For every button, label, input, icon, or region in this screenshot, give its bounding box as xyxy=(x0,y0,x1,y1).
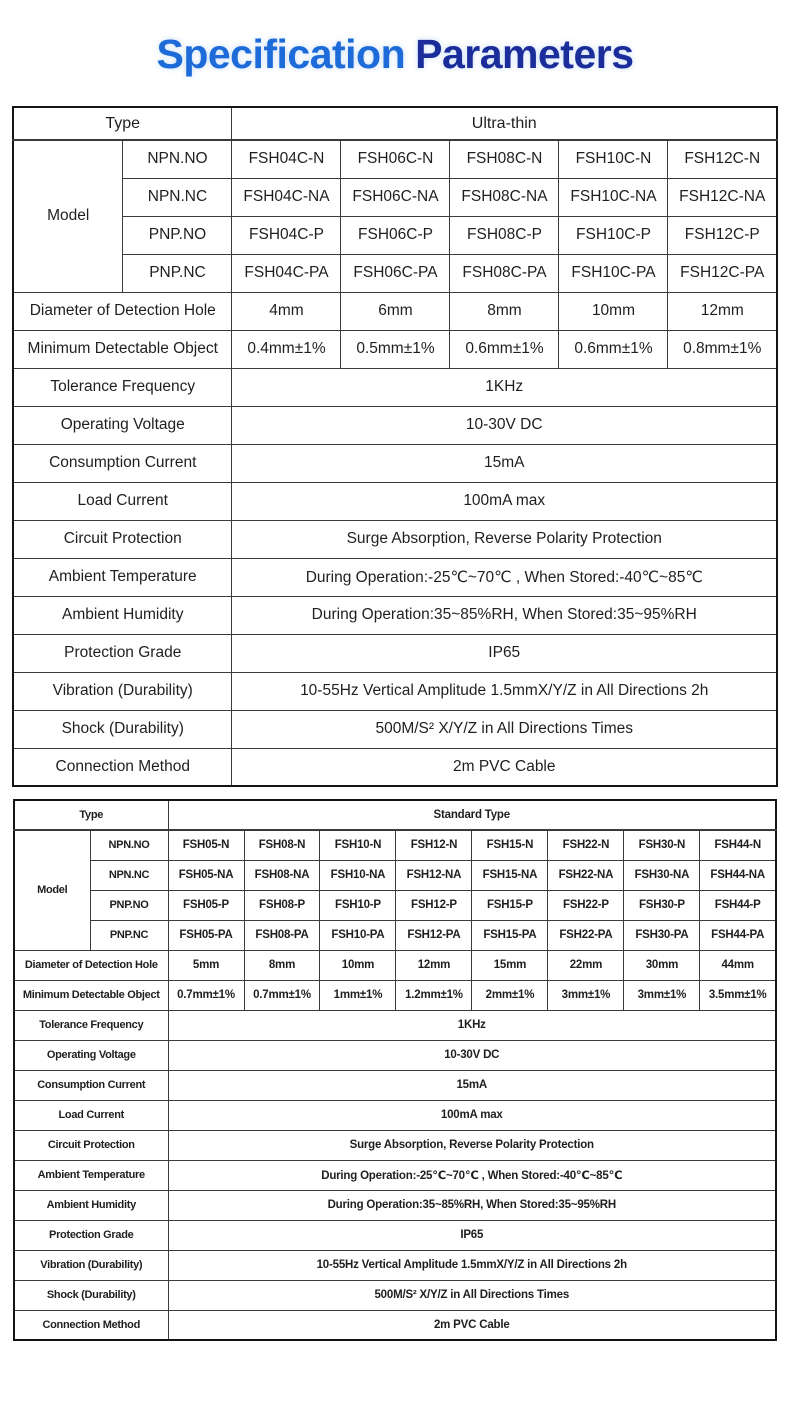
row-label-cell: Load Current xyxy=(14,1100,168,1130)
row-label-cell: Ambient Humidity xyxy=(14,1190,168,1220)
value-cell: FSH30-PA xyxy=(624,920,700,950)
value-cell: FSH05-P xyxy=(168,890,244,920)
value-cell: During Operation:-25℃~70℃ , When Stored:-40℃~85℃ xyxy=(232,558,777,596)
row-label-cell: Tolerance Frequency xyxy=(14,1010,168,1040)
table-row xyxy=(13,672,777,710)
row-label-cell: Tolerance Frequency xyxy=(13,368,232,406)
value-cell: FSH10-P xyxy=(320,890,396,920)
table-row xyxy=(14,1100,776,1130)
page-title-part1: Specification xyxy=(156,31,406,77)
value-cell: FSH08-PA xyxy=(244,920,320,950)
value-cell: 3.5mm±1% xyxy=(700,980,776,1010)
value-cell: 10mm xyxy=(320,950,396,980)
table-row xyxy=(14,950,776,980)
value-cell: 5mm xyxy=(168,950,244,980)
value-cell: FSH44-N xyxy=(700,830,776,860)
value-cell: During Operation:-25℃~70℃ , When Stored:-40℃~85℃ xyxy=(168,1160,776,1190)
ultra-thin-table-body xyxy=(13,107,777,786)
value-cell: IP65 xyxy=(168,1220,776,1250)
output-type-cell: NPN.NC xyxy=(90,860,168,890)
value-cell: FSH10-PA xyxy=(320,920,396,950)
value-cell: FSH08-N xyxy=(244,830,320,860)
value-cell: 4mm xyxy=(232,292,341,330)
table-row xyxy=(14,1310,776,1340)
value-cell: 500M/S² X/Y/Z in All Directions Times xyxy=(168,1280,776,1310)
table-row xyxy=(13,368,777,406)
table-row xyxy=(13,596,777,634)
value-cell: 44mm xyxy=(700,950,776,980)
table-row xyxy=(13,748,777,786)
output-type-cell: NPN.NO xyxy=(123,140,232,178)
value-cell: FSH12-P xyxy=(396,890,472,920)
table-row xyxy=(14,1220,776,1250)
value-cell: 10-30V DC xyxy=(168,1040,776,1070)
value-cell: FSH12C-P xyxy=(668,216,777,254)
table-row xyxy=(13,292,777,330)
value-cell: FSH10C-PA xyxy=(559,254,668,292)
value-cell: FSH06C-N xyxy=(341,140,450,178)
row-label-cell: Shock (Durability) xyxy=(14,1280,168,1310)
table-row xyxy=(13,558,777,596)
row-label-cell: Ambient Temperature xyxy=(14,1160,168,1190)
value-cell: FSH12-NA xyxy=(396,860,472,890)
output-type-cell: PNP.NC xyxy=(90,920,168,950)
row-label-cell: Circuit Protection xyxy=(13,520,232,558)
value-cell: 1KHz xyxy=(168,1010,776,1040)
table-row xyxy=(13,254,777,292)
page-title-part2: Parameters xyxy=(415,31,634,77)
value-cell: FSH08C-PA xyxy=(450,254,559,292)
value-cell: FSH15-NA xyxy=(472,860,548,890)
value-cell: 22mm xyxy=(548,950,624,980)
table-row xyxy=(14,890,776,920)
row-label-cell: Load Current xyxy=(13,482,232,520)
value-cell: 30mm xyxy=(624,950,700,980)
value-cell: 100mA max xyxy=(168,1100,776,1130)
output-type-cell: PNP.NO xyxy=(90,890,168,920)
value-cell: FSH15-PA xyxy=(472,920,548,950)
table-row xyxy=(13,330,777,368)
value-cell: FSH04C-PA xyxy=(232,254,341,292)
value-cell: FSH04C-N xyxy=(232,140,341,178)
row-label-cell: Minimum Detectable Object xyxy=(14,980,168,1010)
value-cell: During Operation:35~85%RH, When Stored:35~95%RH xyxy=(232,596,777,634)
value-cell: 8mm xyxy=(450,292,559,330)
value-cell: FSH22-N xyxy=(548,830,624,860)
row-label-cell: Vibration (Durability) xyxy=(14,1250,168,1280)
value-cell: FSH10C-N xyxy=(559,140,668,178)
value-cell: 10-55Hz Vertical Amplitude 1.5mmX/Y/Z in All Directions 2h xyxy=(232,672,777,710)
table-row xyxy=(14,830,776,860)
value-cell: 100mA max xyxy=(232,482,777,520)
output-type-cell: PNP.NO xyxy=(123,216,232,254)
table-row xyxy=(13,444,777,482)
value-cell: FSH10C-NA xyxy=(559,178,668,216)
value-cell: 2m PVC Cable xyxy=(232,748,777,786)
table-row xyxy=(14,860,776,890)
row-label-cell: Shock (Durability) xyxy=(13,710,232,748)
row-label-cell: Diameter of Detection Hole xyxy=(14,950,168,980)
value-cell: FSH08C-NA xyxy=(450,178,559,216)
value-cell: FSH05-PA xyxy=(168,920,244,950)
table-row xyxy=(13,482,777,520)
type-value-cell: Standard Type xyxy=(168,800,776,830)
row-label-cell: Operating Voltage xyxy=(13,406,232,444)
table-row xyxy=(13,710,777,748)
row-label-cell: Operating Voltage xyxy=(14,1040,168,1070)
row-label-cell: Ambient Temperature xyxy=(13,558,232,596)
row-label-cell: Ambient Humidity xyxy=(13,596,232,634)
table-row xyxy=(14,980,776,1010)
value-cell: 12mm xyxy=(396,950,472,980)
value-cell: 0.8mm±1% xyxy=(668,330,777,368)
value-cell: 1.2mm±1% xyxy=(396,980,472,1010)
table-row xyxy=(14,800,776,830)
row-label-cell: Diameter of Detection Hole xyxy=(13,292,232,330)
value-cell: IP65 xyxy=(232,634,777,672)
value-cell: FSH44-PA xyxy=(700,920,776,950)
value-cell: FSH22-P xyxy=(548,890,624,920)
table-row xyxy=(14,1190,776,1220)
value-cell: 8mm xyxy=(244,950,320,980)
model-header-cell: Model xyxy=(14,830,90,950)
value-cell: FSH06C-PA xyxy=(341,254,450,292)
value-cell: FSH15-N xyxy=(472,830,548,860)
type-header-cell: Type xyxy=(14,800,168,830)
value-cell: FSH30-N xyxy=(624,830,700,860)
table-row xyxy=(14,1130,776,1160)
row-label-cell: Protection Grade xyxy=(14,1220,168,1250)
value-cell: 2mm±1% xyxy=(472,980,548,1010)
value-cell: 0.7mm±1% xyxy=(244,980,320,1010)
value-cell: Surge Absorption, Reverse Polarity Protection xyxy=(168,1130,776,1160)
value-cell: 0.6mm±1% xyxy=(559,330,668,368)
value-cell: FSH08-NA xyxy=(244,860,320,890)
value-cell: FSH10-NA xyxy=(320,860,396,890)
row-label-cell: Consumption Current xyxy=(14,1070,168,1100)
value-cell: 12mm xyxy=(668,292,777,330)
value-cell: 500M/S² X/Y/Z in All Directions Times xyxy=(232,710,777,748)
value-cell: FSH30-P xyxy=(624,890,700,920)
value-cell: FSH44-P xyxy=(700,890,776,920)
row-label-cell: Vibration (Durability) xyxy=(13,672,232,710)
value-cell: During Operation:35~85%RH, When Stored:35~95%RH xyxy=(168,1190,776,1220)
value-cell: FSH12-PA xyxy=(396,920,472,950)
value-cell: 0.4mm±1% xyxy=(232,330,341,368)
value-cell: Surge Absorption, Reverse Polarity Protection xyxy=(232,520,777,558)
value-cell: 15mA xyxy=(168,1070,776,1100)
row-label-cell: Minimum Detectable Object xyxy=(13,330,232,368)
table-row xyxy=(14,1280,776,1310)
value-cell: FSH15-P xyxy=(472,890,548,920)
value-cell: 15mm xyxy=(472,950,548,980)
table-row xyxy=(13,178,777,216)
row-label-cell: Circuit Protection xyxy=(14,1130,168,1160)
value-cell: FSH12C-NA xyxy=(668,178,777,216)
value-cell: FSH08C-N xyxy=(450,140,559,178)
standard-type-table-body xyxy=(14,800,776,1340)
ultra-thin-spec-table xyxy=(12,106,778,787)
model-header-cell: Model xyxy=(13,140,123,292)
value-cell: FSH06C-P xyxy=(341,216,450,254)
value-cell: FSH22-NA xyxy=(548,860,624,890)
row-label-cell: Protection Grade xyxy=(13,634,232,672)
table-row xyxy=(13,216,777,254)
value-cell: 10mm xyxy=(559,292,668,330)
table-row xyxy=(14,1160,776,1190)
output-type-cell: NPN.NO xyxy=(90,830,168,860)
value-cell: FSH22-PA xyxy=(548,920,624,950)
value-cell: 6mm xyxy=(341,292,450,330)
row-label-cell: Connection Method xyxy=(14,1310,168,1340)
value-cell: 15mA xyxy=(232,444,777,482)
value-cell: 3mm±1% xyxy=(624,980,700,1010)
table-row xyxy=(14,920,776,950)
table-row xyxy=(13,406,777,444)
standard-type-spec-table xyxy=(13,799,777,1341)
value-cell: FSH05-NA xyxy=(168,860,244,890)
value-cell: FSH08-P xyxy=(244,890,320,920)
value-cell: 3mm±1% xyxy=(548,980,624,1010)
table-row xyxy=(13,520,777,558)
value-cell: FSH06C-NA xyxy=(341,178,450,216)
value-cell: 0.5mm±1% xyxy=(341,330,450,368)
table-row xyxy=(14,1010,776,1040)
output-type-cell: PNP.NC xyxy=(123,254,232,292)
type-value-cell: Ultra-thin xyxy=(232,107,777,140)
table-row xyxy=(13,140,777,178)
value-cell: 2m PVC Cable xyxy=(168,1310,776,1340)
row-label-cell: Consumption Current xyxy=(13,444,232,482)
value-cell: FSH12C-PA xyxy=(668,254,777,292)
row-label-cell: Connection Method xyxy=(13,748,232,786)
table-row xyxy=(14,1070,776,1100)
value-cell: 0.7mm±1% xyxy=(168,980,244,1010)
table-row xyxy=(13,634,777,672)
value-cell: FSH12C-N xyxy=(668,140,777,178)
table-row xyxy=(14,1250,776,1280)
value-cell: 1mm±1% xyxy=(320,980,396,1010)
table-row xyxy=(13,107,777,140)
value-cell: FSH44-NA xyxy=(700,860,776,890)
value-cell: FSH04C-NA xyxy=(232,178,341,216)
value-cell: FSH30-NA xyxy=(624,860,700,890)
type-header-cell: Type xyxy=(13,107,232,140)
value-cell: 1KHz xyxy=(232,368,777,406)
value-cell: FSH10C-P xyxy=(559,216,668,254)
value-cell: 10-55Hz Vertical Amplitude 1.5mmX/Y/Z in All Directions 2h xyxy=(168,1250,776,1280)
value-cell: 10-30V DC xyxy=(232,406,777,444)
table-row xyxy=(14,1040,776,1070)
value-cell: FSH04C-P xyxy=(232,216,341,254)
value-cell: FSH10-N xyxy=(320,830,396,860)
output-type-cell: NPN.NC xyxy=(123,178,232,216)
value-cell: FSH12-N xyxy=(396,830,472,860)
page-title xyxy=(0,30,790,78)
value-cell: FSH08C-P xyxy=(450,216,559,254)
value-cell: FSH05-N xyxy=(168,830,244,860)
value-cell: 0.6mm±1% xyxy=(450,330,559,368)
